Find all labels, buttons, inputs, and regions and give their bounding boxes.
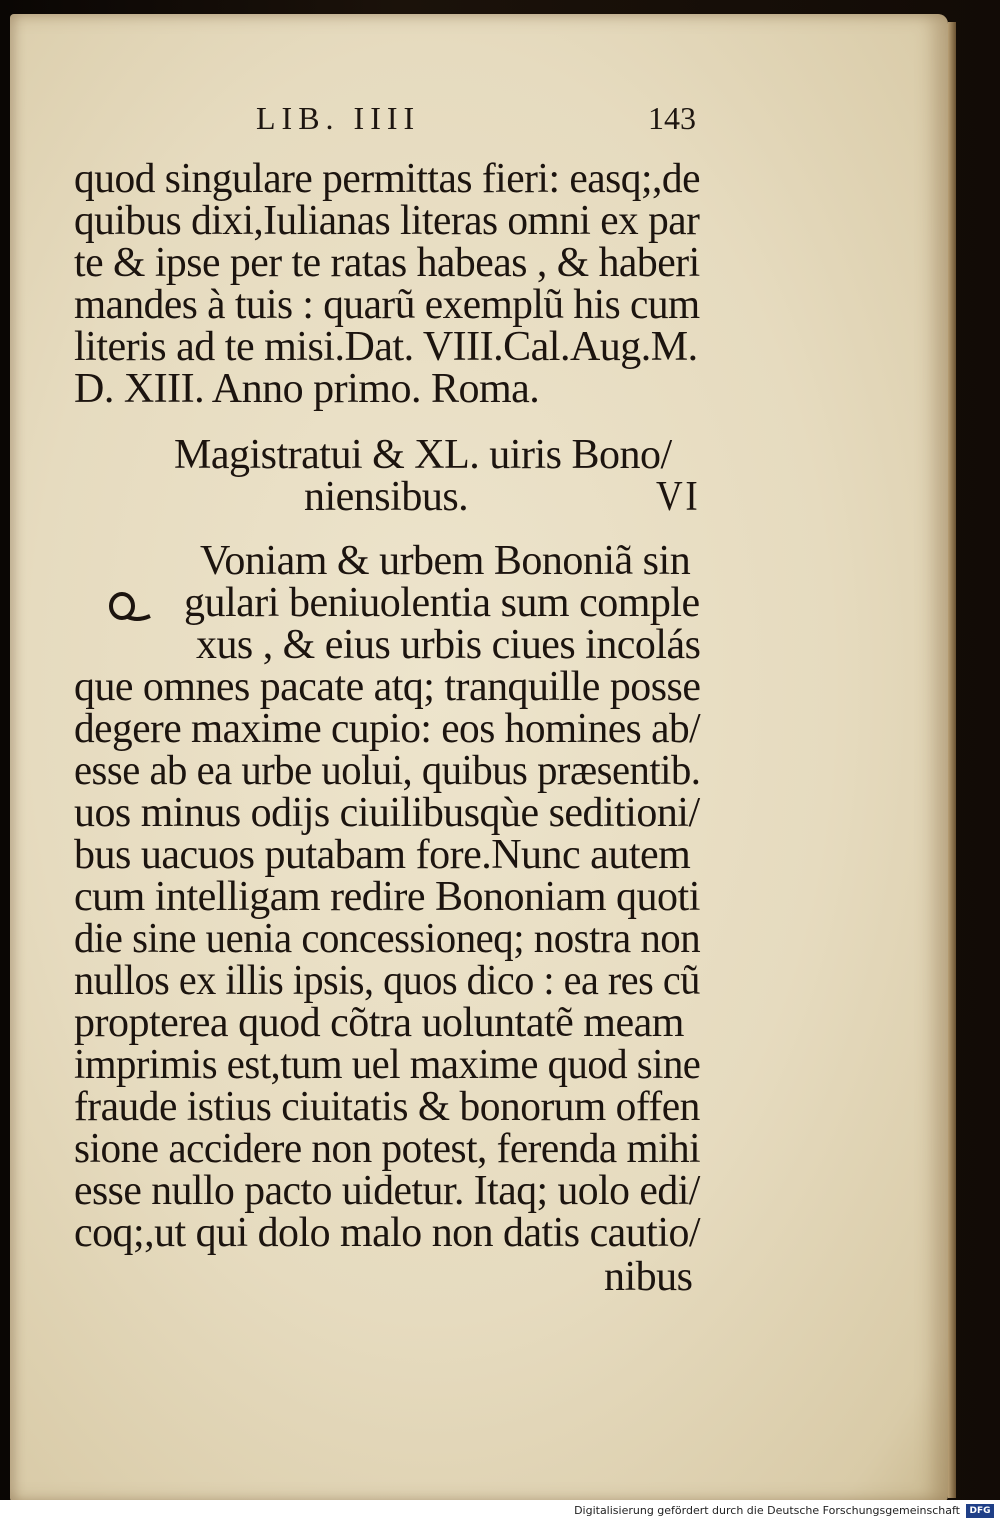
heading-line: Magistratui & XL. uiris Bono/ bbox=[174, 432, 672, 478]
text-line: uos minus odijs ciuilibusqùe seditioni/ bbox=[74, 790, 700, 836]
text-line: degere maxime cupio: eos homines ab/ bbox=[74, 706, 701, 752]
text-line: cum intelligam redire Bononiam quoti bbox=[74, 874, 700, 920]
text-line: te & ipse per te ratas habeas , & haberi bbox=[74, 240, 700, 286]
footer-credit: Digitalisierung gefördert durch die Deutsche Forschungsgemeinschaft bbox=[574, 1504, 960, 1517]
text-line: coq;,ut qui dolo malo non datis cautio/ bbox=[74, 1210, 701, 1256]
text-line: sione accidere non potest, ferenda mihi bbox=[74, 1126, 701, 1172]
text-line: imprimis est,tum uel maxime quod sine bbox=[74, 1042, 701, 1088]
text-line: gulari beniuolentia sum comple bbox=[184, 580, 700, 626]
text-line: Voniam & urbem Bononiã sin bbox=[200, 538, 691, 584]
page-number: 143 bbox=[648, 100, 696, 136]
text-line: literis ad te misi.Dat. VIII.Cal.Aug.M. bbox=[74, 324, 698, 370]
text-line: propterea quod cõtra uoluntatẽ meam bbox=[74, 1000, 684, 1046]
page-edge bbox=[948, 22, 956, 1498]
running-head bbox=[256, 100, 696, 146]
running-head-title: LIB. IIII bbox=[256, 100, 421, 136]
text-line: quibus dixi,Iulianas literas omni ex par bbox=[74, 198, 700, 244]
text-line: D. XIII. Anno primo. Roma. bbox=[74, 366, 540, 412]
text-line: que omnes pacate atq; tranquille posse bbox=[74, 664, 701, 710]
text-line: esse ab ea urbe uolui, quibus præsentib. bbox=[74, 748, 701, 794]
letter-number: VI bbox=[656, 474, 701, 520]
text-line: mandes à tuis : quarũ exemplũ his cum bbox=[74, 282, 700, 328]
text-line: esse nullo pacto uidetur. Itaq; uolo edi/ bbox=[74, 1168, 700, 1214]
digitization-footer bbox=[0, 1500, 1000, 1524]
drop-cap-q-icon bbox=[104, 576, 154, 636]
text-line: die sine uenia concessioneq; nostra non bbox=[74, 916, 701, 962]
text-line: quod singulare permittas fieri: easq;,de bbox=[74, 156, 701, 202]
catchword: nibus bbox=[604, 1254, 693, 1300]
heading-line: niensibus. bbox=[304, 474, 469, 520]
text-line: fraude istius ciuitatis & bonorum offen bbox=[74, 1084, 700, 1130]
text-line: xus , & eius urbis ciues incolás bbox=[196, 622, 701, 668]
text-line: bus uacuos putabam fore.Nunc autem bbox=[74, 832, 691, 878]
text-line: nullos ex illis ipsis, quos dico : ea res cũ bbox=[74, 958, 700, 1004]
dfg-logo-icon[interactable]: DFG bbox=[966, 1504, 994, 1518]
